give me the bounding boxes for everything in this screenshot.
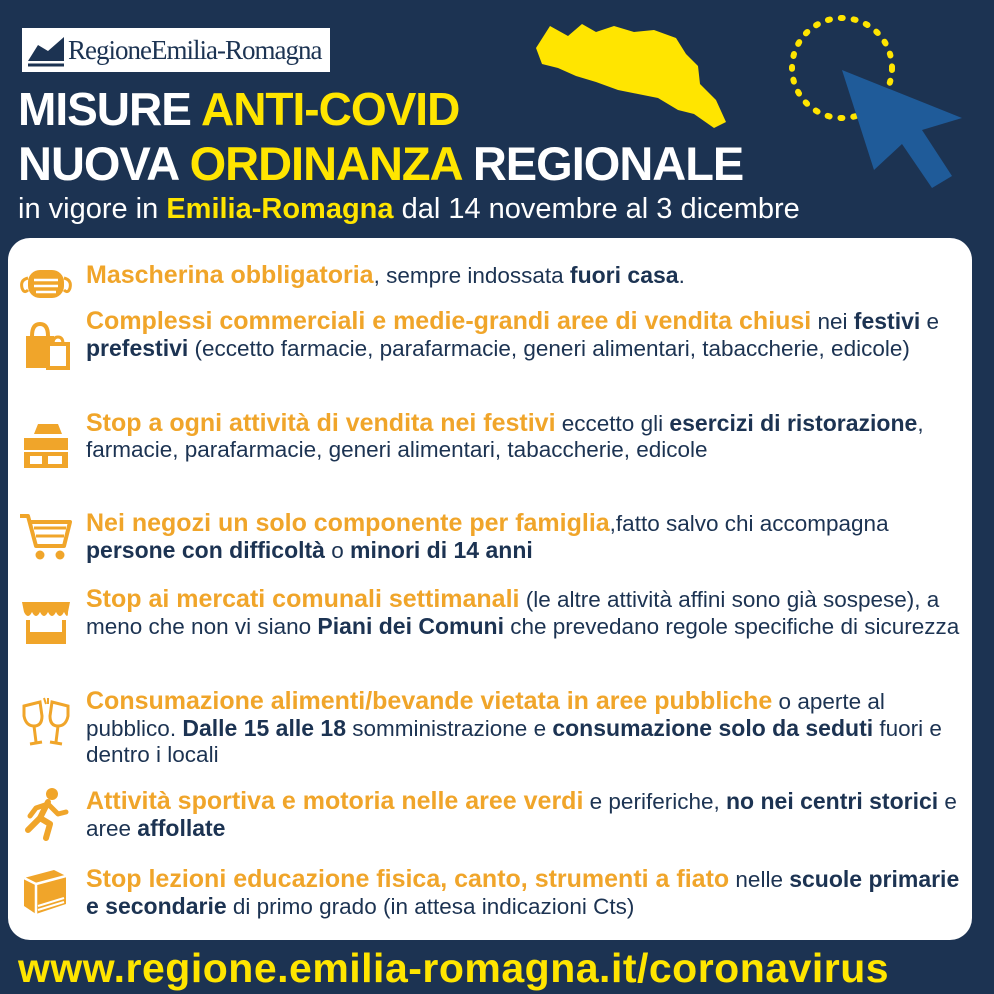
measure-body: somministrazione e [346, 716, 553, 741]
measure-body: e periferiche, [583, 789, 726, 814]
wine-glasses-icon [18, 696, 74, 752]
emilia-romagna-map-icon [530, 18, 730, 130]
measure-text [86, 788, 968, 842]
title-line-1 [18, 82, 459, 136]
shopping-bag-icon [18, 318, 74, 374]
measure-emphasis: fuori casa [569, 262, 679, 288]
measure-emphasis: Piani dei Comuni [317, 613, 504, 639]
measure-emphasis: minori di 14 anni [350, 537, 533, 563]
measure-body: , farmacie, parafarmacie, generi alimentari, tabaccherie, edicole [86, 411, 924, 462]
logo-emblem-icon [26, 31, 66, 69]
measure-emphasis: scuole primarie e secondarie [86, 866, 960, 919]
measure-body: nei [811, 309, 854, 334]
subtitle-dates: dal 14 novembre al 3 dicembre [401, 193, 800, 225]
region-logo [22, 28, 330, 72]
measure-emphasis: Dalle 15 alle 18 [182, 715, 347, 741]
title-anti-covid: ANTI-COVID [200, 83, 460, 135]
measure-text [86, 262, 968, 289]
footer-url-link[interactable]: www.regione.emilia-romagna.it/coronavirus [18, 945, 890, 991]
measure-headline: Mascherina obbligatoria [86, 261, 374, 289]
measure-headline: Complessi commerciali e medie-grandi aree di vendita chiusi [86, 307, 812, 335]
measure-body: (eccetto farmacie, parafarmacie, generi alimentari, tabaccherie, edicole) [188, 336, 910, 361]
title-nuova: NUOVA [18, 137, 178, 190]
measure-emphasis: affollate [137, 815, 226, 841]
shopping-cart-icon [18, 508, 74, 564]
measure-text [86, 510, 968, 564]
measure-emphasis: prefestivi [86, 335, 189, 361]
title-ordinanza: ORDINANZA [189, 137, 461, 190]
measure-body: o [324, 538, 351, 563]
face-mask-icon [18, 256, 74, 312]
cursor-click-icon [782, 8, 982, 198]
measure-body: (le altre attività affini sono già sospese), a meno che non vi siano [86, 587, 940, 639]
measure-text [86, 866, 968, 920]
measure-body: di primo grado (in attesa indicazioni Cts) [226, 894, 635, 919]
measure-emphasis: festivi [853, 308, 921, 334]
title-regionale: REGIONALE [472, 137, 744, 190]
measure-body: e aree [86, 789, 957, 841]
subtitle [18, 193, 800, 226]
subtitle-region: Emilia-Romagna [166, 193, 394, 225]
measure-text [86, 308, 968, 362]
market-stall-icon [18, 594, 74, 650]
measure-body: ,fatto salvo chi accompagna [609, 511, 889, 536]
measure-headline: Attività sportiva e motoria nelle aree verdi [86, 787, 584, 815]
measure-emphasis: esercizi di ristorazione [669, 410, 918, 436]
measure-text [86, 586, 968, 640]
measure-headline: Nei negozi un solo componente per famiglia [86, 509, 610, 537]
measure-headline: Stop ai mercati comunali settimanali [86, 585, 520, 613]
book-icon [18, 864, 74, 920]
measure-headline: Consumazione alimenti/bevande vietata in aree pubbliche [86, 687, 773, 715]
title-line-2 [18, 136, 743, 191]
measure-emphasis: consumazione solo da seduti [552, 715, 874, 741]
measure-body: o aperte al pubblico. [86, 689, 885, 741]
logo-text: RegioneEmilia-Romagna [68, 34, 322, 65]
measure-body: fuori e dentro i locali [86, 716, 942, 767]
measure-emphasis: persone con difficoltà [86, 537, 325, 563]
measures-card [8, 238, 972, 940]
measure-emphasis: no nei centri storici [725, 788, 939, 814]
cash-register-icon [18, 418, 74, 474]
measure-body: e [920, 309, 940, 334]
measure-body: che prevedano regole specifiche di sicurezza [503, 614, 960, 639]
measure-text [86, 410, 968, 463]
measure-headline: Stop lezioni educazione fisica, canto, strumenti a fiato [86, 865, 730, 893]
measure-body: eccetto gli [555, 411, 670, 436]
measure-body: . [678, 263, 685, 288]
subtitle-pre: in vigore in [18, 193, 159, 225]
measure-headline: Stop a ogni attività di vendita nei festivi [86, 409, 556, 437]
running-person-icon [18, 786, 74, 842]
measure-text [86, 688, 968, 768]
title-misure: MISURE [18, 83, 191, 135]
measure-body: nelle [729, 867, 790, 892]
measure-body: , sempre indossata [373, 263, 570, 288]
